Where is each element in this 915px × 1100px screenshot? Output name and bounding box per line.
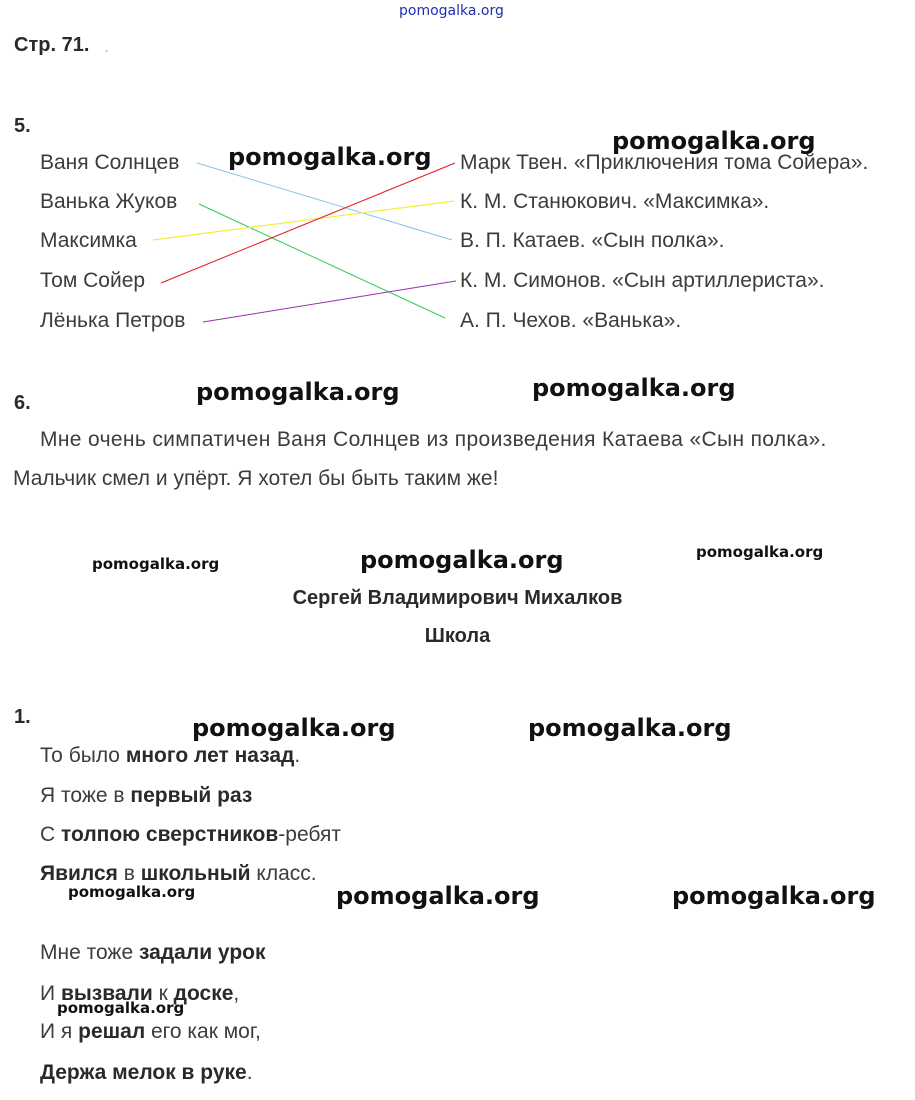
link-line-2 <box>199 204 445 318</box>
left-item-2: Ванька Жуков <box>40 190 178 213</box>
text-segment: , <box>233 982 240 1005</box>
watermark: pomogalka.org <box>360 546 564 574</box>
text-segment: . <box>294 744 301 767</box>
text-segment: И я <box>40 1020 79 1043</box>
bold-word: толпою сверстников <box>61 823 279 846</box>
right-item-2: К. М. Станюкович. «Максимка». <box>460 190 770 213</box>
watermark: pomogalka.org <box>196 378 400 406</box>
bold-word: Держа мелок в руке <box>40 1061 247 1084</box>
right-item-3: В. П. Катаев. «Сын полка». <box>460 229 725 252</box>
bold-word: доске <box>173 982 234 1005</box>
poem-line-8 <box>40 1061 253 1085</box>
text-segment: класс. <box>250 862 317 885</box>
poem-line-7 <box>40 1020 261 1044</box>
text-segment: С <box>40 823 61 846</box>
bold-word: Явился <box>40 862 118 885</box>
poem-line-1 <box>40 744 300 768</box>
page-dot: . <box>104 36 110 56</box>
text-segment: То было <box>40 744 126 767</box>
watermark: pomogalka.org <box>532 374 736 402</box>
poem-line-2 <box>40 784 252 808</box>
left-item-5: Лёнька Петров <box>40 309 186 332</box>
bold-word: первый раз <box>130 784 253 807</box>
watermark: pomogalka.org <box>672 882 876 910</box>
right-item-1: Марк Твен. «Приключения тома Сойера». <box>460 151 869 174</box>
text-segment: к <box>152 982 174 1005</box>
watermark: pomogalka.org <box>68 883 196 901</box>
text-segment: его как мог, <box>145 1020 261 1043</box>
text-segment: И <box>40 982 61 1005</box>
watermark: pomogalka.org <box>696 543 824 561</box>
left-item-1: Ваня Солнцев <box>40 151 180 174</box>
left-item-3: Максимка <box>40 229 137 252</box>
link-line-4 <box>161 163 455 283</box>
text-segment: Я тоже в <box>40 784 131 807</box>
task5-number: 5. <box>14 115 31 137</box>
link-line-3 <box>153 201 454 240</box>
task6-number: 6. <box>14 392 31 414</box>
page-label: Стр. 71. <box>14 34 90 56</box>
poem-line-3 <box>40 823 341 847</box>
bold-word: задали урок <box>139 941 266 964</box>
left-item-4: Том Сойер <box>40 269 146 292</box>
poem-line-5 <box>40 941 266 965</box>
author-name: Сергей Владимирович Михалков <box>292 587 623 609</box>
right-item-5: А. П. Чехов. «Ванька». <box>460 309 682 332</box>
task6-line-1: Мне очень симпатичен Ваня Солнцев из произведения Катаева «Сын полка». <box>40 428 827 451</box>
link-line-5 <box>203 281 456 322</box>
watermark: pomogalka.org <box>92 555 220 573</box>
task6-line-2: Мальчик смел и упёрт. Я хотел бы быть таким же! <box>13 467 499 490</box>
right-item-4: К. М. Симонов. «Сын артиллериста». <box>460 269 825 292</box>
link-line-1 <box>197 163 452 240</box>
watermark-top: pomogalka.org <box>399 3 504 19</box>
bold-word: решал <box>78 1020 146 1043</box>
watermark: pomogalka.org <box>192 714 396 742</box>
watermark: pomogalka.org <box>228 143 432 171</box>
text-segment: в <box>117 862 141 885</box>
poem-title: Школа <box>424 625 491 647</box>
watermark: pomogalka.org <box>528 714 732 742</box>
bold-word: вызвали <box>60 982 153 1005</box>
task1-number: 1. <box>14 706 31 728</box>
watermark: pomogalka.org <box>612 127 816 155</box>
text-segment: -ребят <box>278 823 341 846</box>
text-segment: Мне тоже <box>40 941 139 964</box>
bold-word: много лет назад <box>125 744 295 767</box>
watermark: pomogalka.org <box>57 999 185 1017</box>
text-segment: . <box>246 1061 253 1084</box>
bold-word: школьный <box>140 862 251 885</box>
watermark: pomogalka.org <box>336 882 540 910</box>
